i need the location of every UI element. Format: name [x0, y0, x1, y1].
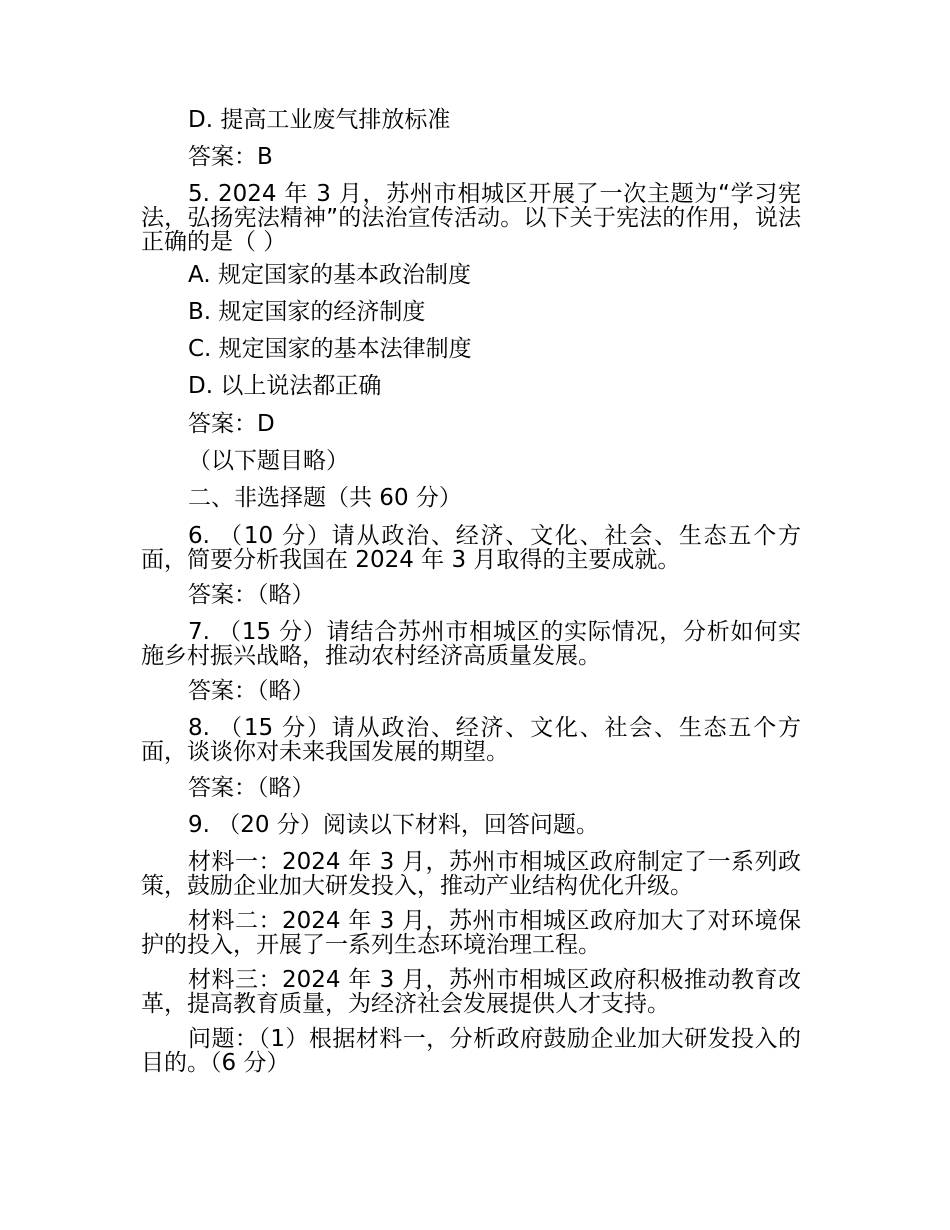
question-6: 6. （10 分）请从政治、经济、文化、社会、生态五个方面，简要分析我国在 2024 年 3 月取得的主要成就。 — [141, 523, 801, 573]
material-3: 材料三：2024 年 3 月，苏州市相城区政府积极推动教育改革，提高教育质量，为经济社会发展提供人才支持。 — [141, 967, 801, 1017]
option-d-q4: D. 提高工业废气排放标准 — [188, 107, 451, 133]
answer-q8: 答案：（略） — [188, 775, 315, 801]
question-9-part-1: 问题：（1）根据材料一，分析政府鼓励企业加大研发投入的目的。（6 分） — [141, 1026, 801, 1076]
option-d-q5: D. 以上说法都正确 — [188, 373, 382, 399]
answer-q6: 答案：（略） — [188, 582, 315, 608]
question-5: 5. 2024 年 3 月，苏州市相城区开展了一次主题为“学习宪法，弘扬宪法精神”的法治宣传活动。以下关于宪法的作用，说法正确的是（ ） — [141, 181, 801, 255]
option-a-q5: A. 规定国家的基本政治制度 — [188, 262, 471, 288]
section-heading: 二、非选择题（共 60 分） — [188, 485, 462, 511]
question-7: 7. （15 分）请结合苏州市相城区的实际情况，分析如何实施乡村振兴战略，推动农村经济高质量发展。 — [141, 619, 801, 669]
question-8: 8. （15 分）请从政治、经济、文化、社会、生态五个方面，谈谈你对未来我国发展的期望。 — [141, 715, 801, 765]
answer-q7: 答案：（略） — [188, 678, 315, 704]
material-2: 材料二：2024 年 3 月，苏州市相城区政府加大了对环境保护的投入，开展了一系列生态环境治理工程。 — [141, 908, 801, 958]
option-c-q5: C. 规定国家的基本法律制度 — [188, 336, 472, 362]
answer-q4: 答案：B — [188, 144, 273, 170]
material-1: 材料一：2024 年 3 月，苏州市相城区政府制定了一系列政策，鼓励企业加大研发投入，推动产业结构优化升级。 — [141, 849, 801, 899]
answer-q5: 答案：D — [188, 411, 275, 437]
question-9: 9. （20 分）阅读以下材料，回答问题。 — [188, 812, 599, 838]
omitted-note: （以下题目略） — [188, 448, 349, 474]
option-b-q5: B. 规定国家的经济制度 — [188, 299, 426, 325]
